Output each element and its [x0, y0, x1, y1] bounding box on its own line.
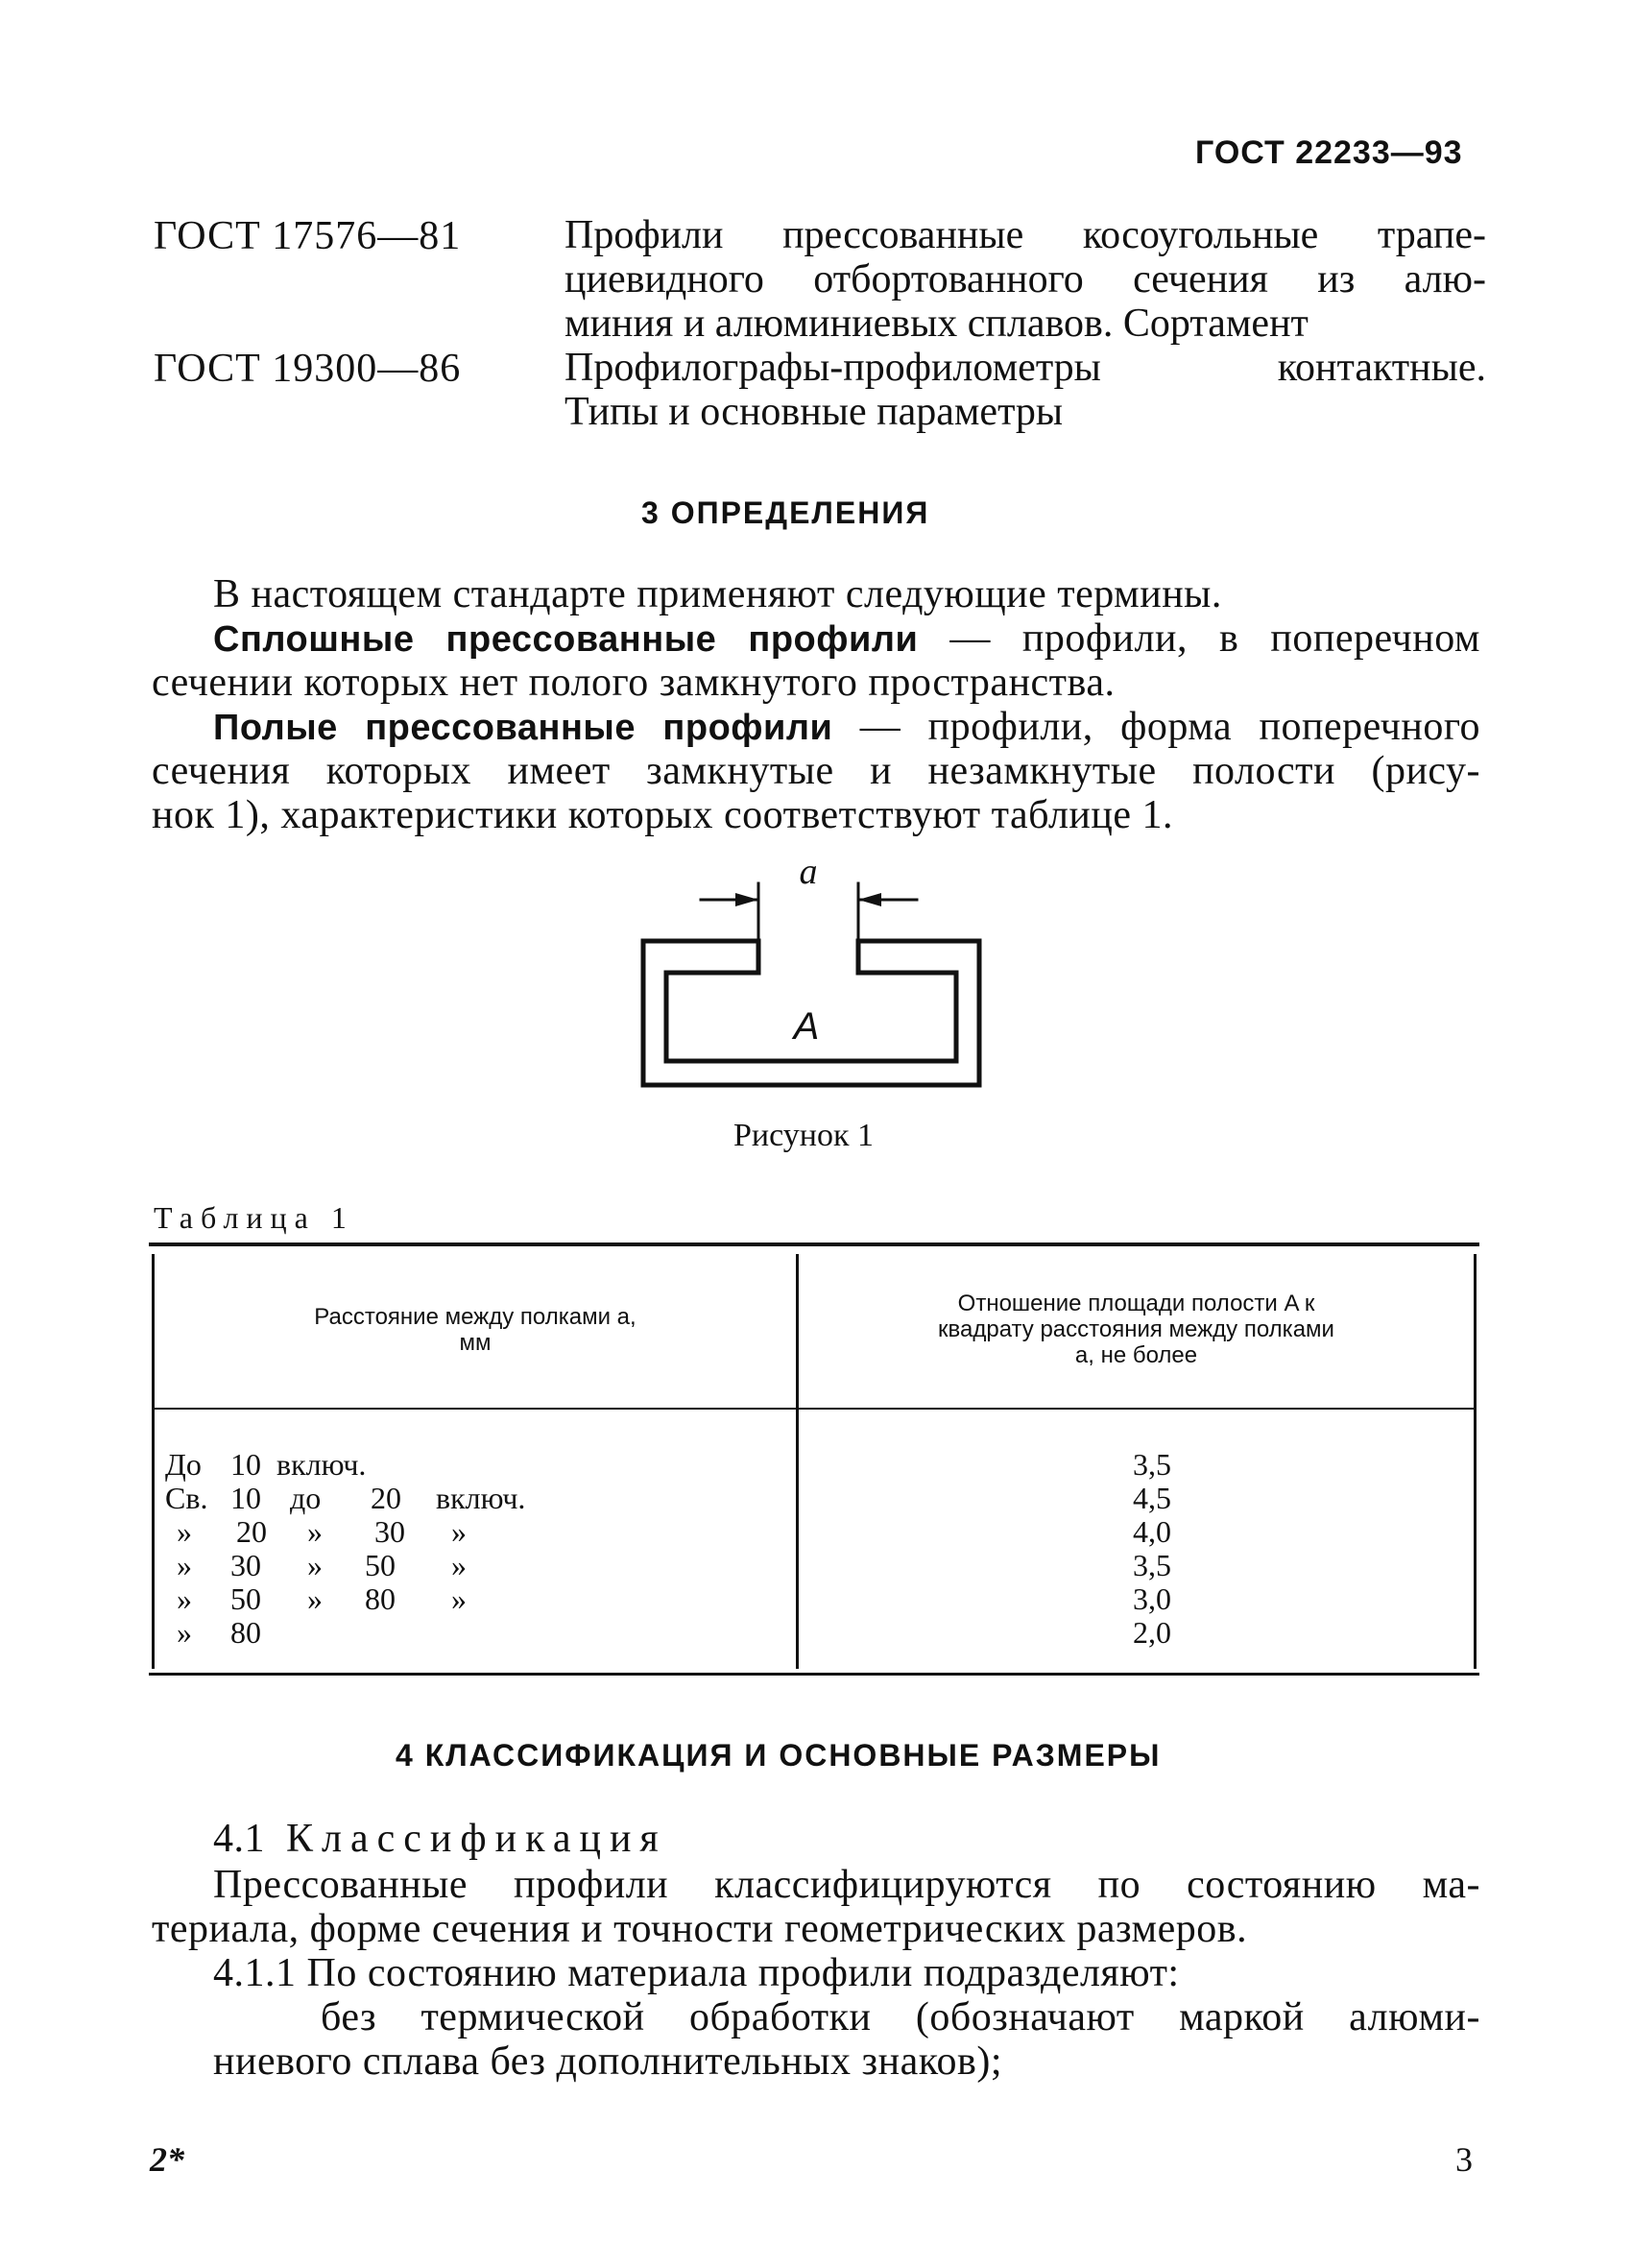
dimension-arrow — [858, 893, 881, 906]
cavity-label-A: A — [793, 1005, 820, 1048]
definition-line: нок 1), характеристики которых соответствуют таблице 1. — [152, 793, 1174, 837]
paragraph-line: териала, форме сечения и точности геометрических размеров. — [152, 1907, 1248, 1951]
subsection-heading: 4.1 Классификация — [213, 1817, 667, 1861]
definition-hollow — [213, 705, 1480, 750]
definition-line: сечения которых имеет замкнутые и незамкнутые полости (рису- — [152, 749, 1480, 793]
section-title: 3 ОПРЕДЕЛЕНИЯ — [641, 495, 930, 530]
definition-solid — [213, 616, 1480, 662]
table-header-distance: Расстояние между полками a, мм — [314, 1304, 636, 1356]
table-cell-value: 4,0 — [1133, 1514, 1171, 1549]
paragraph-line: 4.1.1 По состоянию материала профили подразделяют: — [213, 1951, 1180, 1995]
reference-line: миния и алюминиевых сплавов. Сортамент — [564, 302, 1309, 346]
table-values-column — [1114, 1448, 1190, 1650]
paragraph-line: без термической обработки (обозначают маркой алюми- — [321, 1995, 1480, 2039]
table-caption: Таблица 1 — [154, 1200, 354, 1235]
definition-line: Полые прессованные профили — профили, форма поперечного — [213, 705, 1480, 749]
reference-line: Типы и основные параметры — [564, 390, 1064, 434]
reference-description — [564, 213, 1486, 346]
term-hollow: Полые прессованные профили — [213, 708, 833, 748]
intro-paragraph: В настоящем стандарте применяют следующие термины. — [213, 572, 1222, 616]
reference-line: циевидного отбортованного сечения из алю- — [564, 257, 1486, 302]
table-cell-value: 3,5 — [1133, 1548, 1171, 1582]
term-solid: Сплошные прессованные профили — [213, 619, 919, 660]
signature-mark: 2* — [150, 2140, 184, 2179]
table-bottom-rule — [149, 1673, 1479, 1676]
paragraph-line: ниевого сплава без дополнительных знаков); — [213, 2039, 1002, 2084]
dimension-label-a: a — [799, 852, 818, 892]
page-number: 3 — [1455, 2140, 1473, 2179]
definition-line: Сплошные прессованные профили — профили, в поперечном — [213, 616, 1480, 661]
reference-code: ГОСТ 17576—81 — [154, 214, 462, 258]
table-top-rule — [149, 1243, 1479, 1246]
figure-1-profile-diagram — [614, 845, 1018, 1104]
paragraph-line: Прессованные профили классифицируются по состоянию ма- — [213, 1863, 1480, 1907]
table-cell-value: 3,0 — [1133, 1581, 1171, 1616]
reference-description — [564, 346, 1486, 434]
reference-line: Профили прессованные косоугольные трапе- — [564, 213, 1486, 257]
table-row: До 10 включ. Св. 10 до 20 включ. » 20 » 30 » » 30 » 50 » » 50 » 80 » » 80 — [165, 1447, 526, 1650]
document-header: ГОСТ 22233—93 — [1195, 134, 1463, 171]
table-cell-value: 4,5 — [1133, 1481, 1171, 1515]
table-cell-value: 3,5 — [1133, 1447, 1171, 1482]
table-header-ratio: Отношение площади полости A к квадрату расстояния между полками a, не более — [938, 1291, 1334, 1368]
reference-code: ГОСТ 19300—86 — [154, 347, 462, 391]
table-header-rule — [155, 1408, 1474, 1410]
table-cell-value: 2,0 — [1133, 1615, 1171, 1650]
figure-caption: Рисунок 1 — [733, 1118, 874, 1153]
dimension-arrow — [735, 893, 758, 906]
reference-line: Профилографы-профилометры контактные. — [564, 346, 1486, 390]
definition-line: сечении которых нет полого замкнутого пространства. — [152, 661, 1116, 705]
table-right-border — [1474, 1254, 1477, 1669]
section-title: 4 КЛАССИФИКАЦИЯ И ОСНОВНЫЕ РАЗМЕРЫ — [396, 1738, 1162, 1773]
